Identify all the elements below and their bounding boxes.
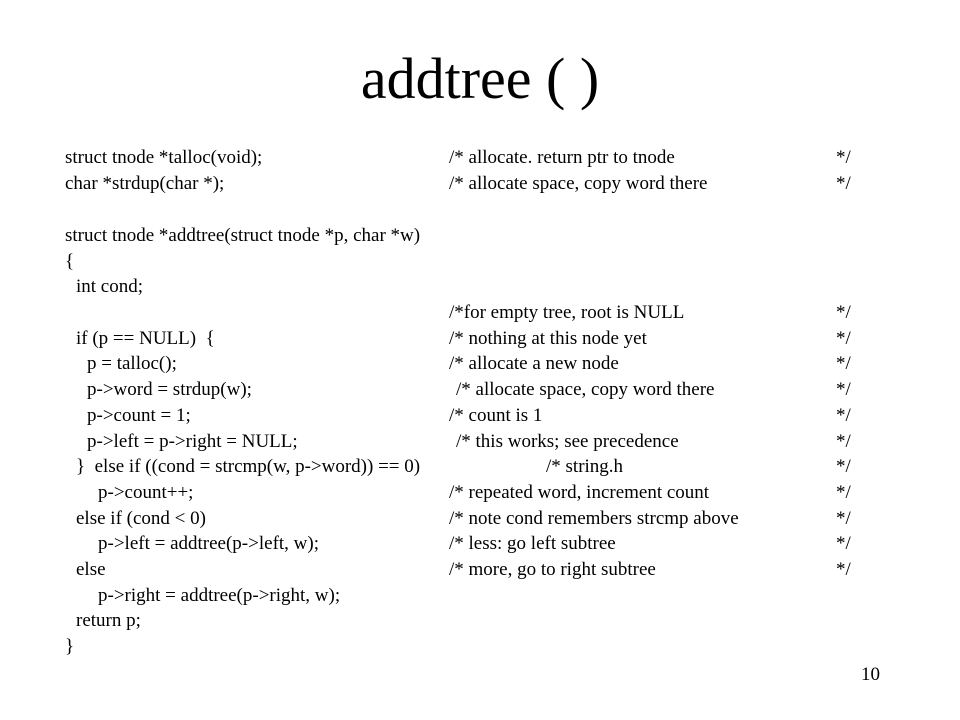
comment-end-count-is-1: */ (836, 405, 851, 426)
code-line-else-if-cond: else if (cond < 0) (76, 508, 206, 529)
code-line-else: else (76, 559, 106, 580)
code-line-count-increment: p->count++; (98, 482, 194, 503)
comment-go-left: /* less: go left subtree (449, 533, 616, 554)
code-line-left-addtree: p->left = addtree(p->left, w); (98, 533, 319, 554)
comment-precedence: /* this works; see precedence (456, 431, 679, 452)
code-line-strdup-decl: char *strdup(char *); (65, 173, 225, 194)
comment-end-repeated-word: */ (836, 482, 851, 503)
code-line-word-strdup: p->word = strdup(w); (87, 379, 252, 400)
code-line-close-brace: } (65, 636, 75, 657)
comment-end-talloc-decl: */ (836, 147, 851, 168)
comment-end-string-h: */ (836, 456, 851, 477)
code-line-count-init: p->count = 1; (87, 405, 191, 426)
comment-end-empty-tree: */ (836, 302, 851, 323)
code-line-right-addtree: p->right = addtree(p->right, w); (98, 585, 341, 606)
code-line-open-brace: { (65, 251, 75, 272)
comment-allocate-node: /* allocate a new node (449, 353, 619, 374)
comment-copy-word: /* allocate space, copy word there (456, 379, 715, 400)
page-number: 10 (861, 664, 880, 685)
comment-end-nothing-at-node: */ (836, 328, 851, 349)
code-line-else-if-strcmp: } else if ((cond = strcmp(w, p->word)) == 0) (76, 456, 421, 477)
comment-repeated-word: /* repeated word, increment count (449, 482, 710, 503)
code-line-if-null: if (p == NULL) { (76, 328, 215, 349)
comment-end-precedence: */ (836, 431, 851, 452)
comment-empty-tree: /*for empty tree, root is NULL (449, 302, 685, 323)
code-line-left-right-null: p->left = p->right = NULL; (87, 431, 298, 452)
comment-end-cond-remembers: */ (836, 508, 851, 529)
code-line-int-cond: int cond; (76, 276, 144, 297)
comment-end-allocate-node: */ (836, 353, 851, 374)
comment-talloc-decl: /* allocate. return ptr to tnode (449, 147, 675, 168)
code-line-talloc-decl: struct tnode *talloc(void); (65, 147, 263, 168)
slide-title: addtree ( ) (360, 46, 600, 111)
code-line-return: return p; (76, 610, 141, 631)
comment-end-copy-word: */ (836, 379, 851, 400)
comment-string-h: /* string.h (546, 456, 624, 477)
comment-end-strdup-decl: */ (836, 173, 851, 194)
comment-go-right: /* more, go to right subtree (449, 559, 656, 580)
comment-nothing-at-node: /* nothing at this node yet (449, 328, 647, 349)
comment-strdup-decl: /* allocate space, copy word there (449, 173, 708, 194)
comment-end-go-left: */ (836, 533, 851, 554)
comment-cond-remembers: /* note cond remembers strcmp above (449, 508, 739, 529)
code-line-addtree-signature: struct tnode *addtree(struct tnode *p, char *w) (65, 225, 421, 246)
comment-count-is-1: /* count is 1 (449, 405, 543, 426)
code-line-talloc-call: p = talloc(); (87, 353, 177, 374)
comment-end-go-right: */ (836, 559, 851, 580)
